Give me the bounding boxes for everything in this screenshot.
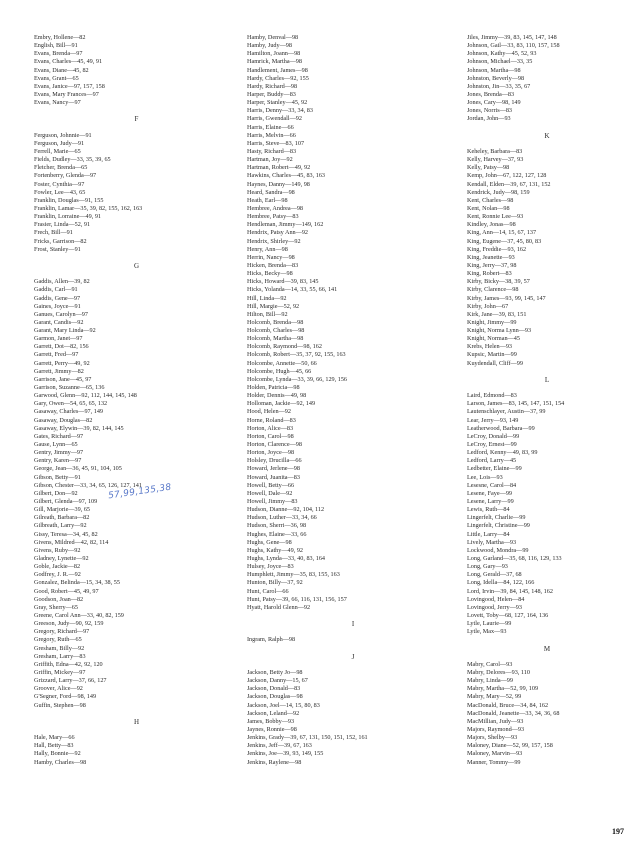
- index-entry: LeCroy, Donald—99: [467, 432, 520, 440]
- index-entry: Leatherwood, Barbara—99: [467, 424, 535, 432]
- index-entry: Kirby, John—67: [467, 302, 509, 310]
- index-entry: Hughs, Gene—98: [247, 538, 292, 546]
- index-entry: King, Robert—83: [467, 270, 512, 278]
- index-entry: MacDonald, Jeanette—33, 34, 36, 68: [467, 709, 560, 717]
- index-entry: Hendrix, Shirley—92: [247, 237, 301, 245]
- index-entry: Harper, Stanley—45, 92: [247, 99, 308, 107]
- index-entry: Hughes, Elaine—33, 66: [247, 530, 307, 538]
- index-entry: Hendleman, Jimmy—149, 162: [247, 221, 324, 229]
- index-entry: Gilbreath, Larry—92: [34, 522, 87, 530]
- index-entry: Gasaway, Charles—97, 149: [34, 408, 104, 416]
- index-entry: Long, Gary—93: [467, 563, 508, 571]
- index-entry: Larson, James—83, 145, 147, 151, 154: [467, 400, 565, 408]
- index-entry: Kent, Ronnie Lee—93: [467, 213, 524, 221]
- index-entry: Heath, Earl—98: [247, 196, 288, 204]
- index-entry: Gentry, Karen—97: [34, 457, 82, 465]
- index-entry: Harris, Denny—33, 34, 83: [247, 107, 313, 115]
- index-entry: Ferguson, Judy—91: [34, 139, 85, 147]
- index-entry: Kirby, Clarence—98: [467, 286, 519, 294]
- index-entry: Lord, Irvin—39, 84, 145, 148, 162: [467, 587, 553, 595]
- index-entry: Hall, Betty—83: [34, 742, 74, 750]
- index-entry: Hicken, Brenda—83: [247, 261, 299, 269]
- index-entry: Lytle, Laurie—99: [467, 620, 512, 628]
- index-entry: Ledford, Larry—45: [467, 457, 517, 465]
- index-entry: Mabry, Linda—99: [467, 677, 513, 685]
- index-entry: Johnson, Kathy—45, 52, 93: [467, 50, 537, 58]
- index-entry: Kindley, Jonas—98: [467, 221, 516, 229]
- index-entry: Hale, Mary—66: [34, 734, 75, 742]
- index-entry: Evans, Janice—97, 157, 158: [34, 82, 105, 90]
- index-entry: Jackson, Douglas—98: [247, 693, 303, 701]
- index-entry: Jackson, Donald—83: [247, 685, 301, 693]
- index-entry: Lockwood, Mondra—99: [467, 546, 529, 554]
- index-entry: MacMillian, Judy—93: [467, 717, 524, 725]
- index-entry: King, Freddie—93, 162: [467, 245, 527, 253]
- index-entry: Hudson, Sherri—36, 98: [247, 522, 307, 530]
- index-entry: Gonzalez, Belinda—15, 34, 38, 55: [34, 579, 120, 587]
- index-entry: Hardy, Charles—92, 155: [247, 74, 309, 82]
- index-entry: Embry, Hollene—82: [34, 34, 86, 41]
- index-entry: Hembree, Andrea—98: [247, 204, 304, 212]
- index-entry: Lewis, Ruth—84: [467, 506, 510, 514]
- index-entry: Jenkins, Jeff—39, 67, 163: [247, 742, 312, 750]
- index-entry: Holcombe, Lynda—33, 39, 66, 129, 156: [247, 375, 348, 383]
- index-entry: Garrison, Suzanne—65, 136: [34, 384, 105, 392]
- index-entry: Gaddis, Carl—91: [34, 286, 78, 294]
- index-entry: Hill, Margie—52, 92: [247, 302, 300, 310]
- index-entry: Laird, Edmond—83: [467, 392, 517, 400]
- index-entry: Jones, Norris—83: [467, 107, 513, 115]
- index-entry: Evans, Brenda—97: [34, 50, 83, 58]
- index-entry: King, Jerry—37, 98: [467, 261, 517, 269]
- index-column-1: [34, 34, 239, 767]
- index-entry: Jones, Cary—98, 149: [467, 99, 521, 107]
- index-entry: Hally, Bonnie—92: [34, 750, 81, 758]
- index-entry: Godfrey, J. R.—92: [34, 571, 81, 579]
- index-entry: Majors, Shelby—93: [467, 734, 518, 742]
- index-entry: Hughs, Lynda—33, 40, 83, 164: [247, 555, 326, 562]
- index-entry: Howell, Betty—66: [247, 481, 295, 489]
- index-entry: Mabry, Delores—93, 110: [467, 668, 530, 676]
- section-letter: M: [543, 644, 551, 653]
- index-entry: Gregory, Richard—97: [34, 628, 90, 636]
- index-entry: Evans, Charles—45, 49, 91: [34, 58, 103, 66]
- index-entry: Gill, Marjorie—39, 65: [34, 506, 91, 514]
- index-entry: Hartman, Robert—49, 92: [247, 164, 311, 172]
- index-entry: Hamilton, Joann—98: [247, 50, 301, 58]
- index-entry: Kelly, Harvey—37, 93: [467, 156, 524, 164]
- index-entry: Lingerfelt, Charlie—99: [467, 514, 526, 522]
- index-entry: Garrison, Jane—45, 97: [34, 375, 92, 383]
- index-entry: Kupsic, Martin—99: [467, 351, 517, 359]
- index-entry: Gresham, Billy—92: [34, 644, 85, 652]
- index-entry: Kirby, James—93, 99, 145, 147: [467, 294, 546, 302]
- index-entry: Griffith, Edna—42, 92, 120: [34, 660, 103, 668]
- index-entry: Mabry, Martha—52, 99, 109: [467, 685, 539, 693]
- index-entry: Horne, Roland—83: [247, 416, 296, 424]
- index-entry: Hendrix, Patsy Ann—92: [247, 229, 309, 237]
- index-entry: Krebs, Helen—93: [467, 343, 513, 351]
- index-entry: Hyatt, Harold Glenn—92: [247, 603, 311, 611]
- index-entry: Ledford, Kenny—49, 83, 99: [467, 449, 538, 457]
- index-entry: Garwood, Glenn—92, 112, 144, 145, 148: [34, 392, 137, 400]
- index-entry: Horton, Clarence—98: [247, 441, 302, 449]
- index-entry: Gray, Sherry—65: [34, 603, 78, 611]
- index-entry: Garrett, Fred—97: [34, 351, 79, 359]
- index-entry: Fricks, Garrison—82: [34, 237, 87, 245]
- index-entry: Garrett, Dot—82, 156: [34, 343, 89, 351]
- index-entry: Hamby, Denval—98: [247, 34, 299, 41]
- page-number: 197: [612, 827, 624, 836]
- index-entry: G'Segner, Ford—98, 149: [34, 693, 97, 701]
- index-entry: Ganues, Carolyn—97: [34, 310, 88, 318]
- index-entry: Horton, Alice—83: [247, 424, 294, 432]
- index-entry: Ferrell, Marie—65: [34, 147, 81, 155]
- index-entry: Gates, Richard—97: [34, 432, 84, 440]
- index-entry: Lively, Martha—93: [467, 538, 517, 546]
- index-entry: Mabry, Carol—93: [467, 660, 513, 668]
- index-entry: Keheley, Barbara—83: [467, 147, 523, 155]
- index-entry: Hilton, Bill—92: [247, 310, 288, 318]
- index-entry: Hamby, Charles—98: [34, 758, 87, 766]
- index-entry: Hartman, Joy—92: [247, 156, 293, 164]
- index-entry: Franklin, Douglas—91, 155: [34, 196, 104, 204]
- index-entry: Gaddis, Allen—39, 82: [34, 278, 90, 286]
- section-letter: I: [351, 620, 355, 629]
- index-entry: Hood, Helen—92: [247, 408, 291, 416]
- index-entry: Gresham, Larry—83: [34, 652, 86, 660]
- index-entry: Knight, Norma Lynn—93: [467, 327, 532, 335]
- index-entry: Lesesne, Carol—84: [467, 481, 517, 489]
- index-entry: Hunt, Carol—66: [247, 587, 289, 595]
- index-entry: Frost, Stanley—91: [34, 245, 81, 253]
- index-entry: Jordan, John—93: [467, 115, 511, 123]
- index-entry: Lovingood, Helen—84: [467, 595, 525, 603]
- index-entry: Lovett, Toby—68, 127, 164, 136: [467, 611, 549, 619]
- index-entry: Harris, Gwendall—92: [247, 115, 302, 123]
- index-entry: Johnson, Gail—33, 83, 110, 157, 158: [467, 42, 560, 50]
- index-entry: Haynes, Danny—149, 98: [247, 180, 310, 188]
- index-entry: Jones, Brenda—83: [467, 90, 515, 98]
- index-column-3: [467, 34, 627, 767]
- index-entry: Foster, Cynthia—97: [34, 180, 85, 188]
- index-entry: Gilreath, Barbara—82: [34, 514, 90, 522]
- index-entry: Gilbert, Glenda—97, 109: [34, 498, 98, 506]
- index-entry: Evans, Nancy—97: [34, 99, 81, 107]
- index-entry: Gissy, Teresa—34, 45, 82: [34, 530, 98, 538]
- index-entry: Holcombe, Hugh—45, 66: [247, 367, 312, 375]
- index-entry: Hamby, Judy—98: [247, 42, 292, 50]
- index-entry: Evans, Diane—45, 82: [34, 66, 89, 74]
- section-letter: L: [544, 375, 550, 384]
- index-entry: Gaddis, Gene—97: [34, 294, 81, 302]
- index-entry: Franklin, Lorraine—49, 91: [34, 213, 102, 221]
- index-entry: Hughs, Kathy—49, 92: [247, 546, 304, 554]
- index-entry: Guffin, Stephen—98: [34, 701, 86, 709]
- index-entry: Good, Robert—45, 49, 97: [34, 587, 99, 595]
- index-entry: Greeson, Judy—90, 92, 159: [34, 620, 104, 628]
- index-entry: Ferguson, Johnnie—91: [34, 131, 92, 139]
- index-entry: Lesene, Larry—99: [467, 498, 514, 506]
- section-letter: F: [134, 115, 139, 124]
- index-entry: Johnson, Martha—98: [467, 66, 521, 74]
- index-entry: Garmon, Janet—97: [34, 335, 83, 343]
- index-entry: Hasty, Richard—83: [247, 147, 297, 155]
- index-entry: LeCroy, Ernest—99: [467, 441, 517, 449]
- index-entry: Evans, Mary Frances—97: [34, 90, 99, 98]
- index-entry: Howell, Dale—92: [247, 489, 293, 497]
- index-entry: Hardy, Richard—98: [247, 82, 298, 90]
- index-entry: Gasaway, Elywin—39, 82, 144, 145: [34, 424, 124, 432]
- index-entry: Kirby, Bicky—38, 39, 57: [467, 278, 530, 286]
- index-entry: Harris, Steve—83, 107: [247, 139, 305, 147]
- index-entry: Kemp, John—67, 122, 127, 128: [467, 172, 547, 180]
- index-entry: Groover, Alice—92: [34, 685, 83, 693]
- index-entry: Holcomb, Martha—98: [247, 335, 304, 343]
- index-entry: Gibson, Chester—33, 34, 65, 126, 127, 141: [34, 481, 142, 489]
- index-entry: Ingram, Ralph—98: [247, 636, 296, 644]
- index-entry: Lovingood, Jerry—93: [467, 603, 522, 611]
- index-entry: Holcombe, Annette—50, 66: [247, 359, 317, 367]
- index-entry: Long, Gerald—37, 68: [467, 571, 522, 579]
- index-entry: Lingerfelt, Christine—99: [467, 522, 530, 530]
- index-entry: Fletcher, Brenda—65: [34, 164, 88, 172]
- index-entry: Heard, Sandra—98: [247, 188, 295, 196]
- index-entry: Holcomb, Raymond—98, 162: [247, 343, 322, 351]
- index-entry: Greene, Carol Ann—33, 40, 82, 159: [34, 611, 124, 619]
- index-entry: Jackson, Danny—15, 67: [247, 677, 308, 685]
- index-entry: Hawkins, Charles—45, 83, 163: [247, 172, 326, 180]
- index-entry: Lesene, Faye—99: [467, 489, 513, 497]
- index-entry: Jackson, Leland—92: [247, 709, 300, 717]
- index-entry: Garrett, Perry—49, 92: [34, 359, 90, 367]
- index-entry: Gilbert, Don—92: [34, 489, 78, 497]
- index-entry: Kuydendall, Cliff—99: [467, 359, 523, 367]
- index-entry: Little, Larry—84: [467, 530, 510, 538]
- index-entry: Harris, Elaine—66: [247, 123, 294, 131]
- index-entry: Holder, Dennis—49, 98: [247, 392, 307, 400]
- index-entry: Kirk, Jane—39, 83, 151: [467, 310, 527, 318]
- index-entry: Gasaway, Douglas—82: [34, 416, 93, 424]
- index-entry: Gladney, Lynette—92: [34, 555, 89, 562]
- index-entry: Garant, Candis—92: [34, 318, 84, 326]
- index-entry: Jiles, Jimmy—39, 83, 145, 147, 148: [467, 34, 557, 41]
- index-entry: Fowler, Lee—43, 65: [34, 188, 86, 196]
- index-entry: Holsley, Drucilla—66: [247, 457, 302, 465]
- index-entry: Knight, Jimmy—99: [467, 318, 517, 326]
- index-entry: Howard, Jerlene—98: [247, 465, 300, 473]
- index-entry: Johnson, Michael—33, 35: [467, 58, 533, 66]
- index-entry: Johnston, Jin—33, 35, 67: [467, 82, 531, 90]
- index-entry: Ledbetter, Elaine—99: [467, 465, 522, 473]
- index-entry: Knight, Norman—45: [467, 335, 520, 343]
- index-entry: Jenkins, Joe—39, 93, 149, 155: [247, 750, 324, 758]
- index-entry: English, Bill—91: [34, 42, 78, 50]
- index-entry: Griffin, Mickey—97: [34, 668, 86, 676]
- index-entry: Evans, Grant—65: [34, 74, 79, 82]
- index-entry: Herrin, Nancy—98: [247, 253, 295, 261]
- index-entry: Frech, Bill—91: [34, 229, 73, 237]
- index-entry: MacDonald, Bruce—34, 84, 162: [467, 701, 549, 709]
- index-entry: Kent, Charles—98: [467, 196, 514, 204]
- index-entry: Handlement, James—98: [247, 66, 308, 74]
- index-entry: Lee, Lois—93: [467, 473, 503, 481]
- index-entry: Harris, Melvin—66: [247, 131, 296, 139]
- index-entry: Howard, Juanita—83: [247, 473, 300, 481]
- index-entry: Maloney, Marvin—93: [467, 750, 523, 758]
- index-entry: Fortenberry, Glenda—97: [34, 172, 97, 180]
- index-entry: Gregory, Ruth—65: [34, 636, 82, 644]
- index-entry: Gary, Owen—54, 65, 65, 132: [34, 400, 108, 408]
- index-entry: Holcomb, Robert—35, 37, 92, 155, 163: [247, 351, 346, 359]
- index-entry: Garant, Mary Linda—92: [34, 327, 96, 335]
- index-entry: King, Eugene—37, 45, 80, 83: [467, 237, 542, 245]
- index-entry: Franklin, Lamar—35, 39, 82, 155, 162, 163: [34, 204, 143, 212]
- index-entry: Holcomb, Brenda—98: [247, 318, 304, 326]
- index-entry: Goodson, Joan—82: [34, 595, 84, 603]
- index-entry: Jackson, Betty Jo—98: [247, 668, 303, 676]
- index-entry: Gentry, Jimmy—97: [34, 449, 84, 457]
- section-letter: K: [544, 131, 550, 140]
- index-entry: Howell, Jimmy—83: [247, 498, 298, 506]
- index-entry: Fields, Dudley—33, 35, 39, 65: [34, 156, 111, 164]
- index-entry: James, Bobby—93: [247, 717, 295, 725]
- index-entry: Lytle, Max—93: [467, 628, 507, 636]
- section-letter: G: [133, 261, 140, 270]
- index-entry: Lautenschlayer, Austin—37, 99: [467, 408, 546, 416]
- index-entry: Kendall, Elden—39, 67, 131, 152: [467, 180, 551, 188]
- index-entry: Long, Garland—35, 68, 116, 129, 133: [467, 555, 562, 562]
- index-entry: Holden, Patricia—98: [247, 384, 300, 392]
- index-entry: Lear, Jerry—93, 149: [467, 416, 519, 424]
- index-entry: Jaynes, Ronnie—98: [247, 725, 297, 733]
- index-entry: Givens, Ruby—92: [34, 546, 81, 554]
- index-entry: Majors, Raymond—93: [467, 725, 525, 733]
- index-entry: Givens, Mildred—42, 82, 114: [34, 538, 109, 546]
- index-entry: Jenkins, Grady—39, 67, 131, 150, 151, 152, 161: [247, 734, 368, 742]
- index-entry: Humphlett, Jimmy—35, 83, 155, 163: [247, 571, 340, 579]
- index-entry: George, Jean—36, 45, 91, 104, 105: [34, 465, 122, 473]
- index-entry: Holloman, Jackie—92, 149: [247, 400, 316, 408]
- index-entry: Horton, Carol—98: [247, 432, 294, 440]
- index-entry: Hamrick, Martha—98: [247, 58, 302, 66]
- index-entry: Kendrick, Judy—98, 159: [467, 188, 530, 196]
- index-entry: Hunton, Billy—37, 92: [247, 579, 303, 587]
- index-entry: Jenkins, Raylene—98: [247, 758, 302, 766]
- index-entry: King, Jeanette—93: [467, 253, 515, 261]
- section-letter: H: [133, 717, 140, 726]
- index-entry: Mabry, Mary—52, 99: [467, 693, 522, 701]
- index-entry: Manner, Tommy—99: [467, 758, 521, 766]
- index-entry: Holcomb, Charles—98: [247, 327, 305, 335]
- index-entry: Henry, Ann—98: [247, 245, 288, 253]
- index-entry: Hill, Linda—92: [247, 294, 287, 302]
- index-entry: Hulsey, Joyce—83: [247, 563, 294, 571]
- index-entry: Hicks, Becky—98: [247, 270, 293, 278]
- index-entry: King, Ann—14, 15, 67, 137: [467, 229, 537, 237]
- index-entry: Hicks, Yolanda—14, 33, 55, 66, 141: [247, 286, 338, 294]
- index-entry: Jackson, Joel—14, 15, 80, 83: [247, 701, 320, 709]
- index-entry: Harper, Buddy—83: [247, 90, 296, 98]
- index-entry: Grizzard, Larry—37, 66, 127: [34, 677, 107, 685]
- index-entry: Hudson, Dianne—92, 104, 112: [247, 506, 325, 514]
- index-entry: Frasier, Linda—52, 91: [34, 221, 91, 229]
- index-entry: Hicks, Howard—39, 83, 145: [247, 278, 319, 286]
- index-entry: Hudson, Luther—33, 34, 66: [247, 514, 317, 522]
- section-letter: J: [351, 652, 355, 661]
- index-column-2: [247, 34, 459, 767]
- index-entry: Gibson, Betty—91: [34, 473, 81, 481]
- index-entry: Maloney, Diane—52, 99, 157, 158: [467, 742, 553, 750]
- index-entry: Hembree, Patsy—83: [247, 213, 299, 221]
- index-entry: Garrett, Jimmy—82: [34, 367, 84, 375]
- index-entry: Long, Idella—84, 122, 166: [467, 579, 535, 587]
- index-entry: Horton, Joyce—98: [247, 449, 295, 457]
- index-entry: Johnston, Beverly—98: [467, 74, 525, 82]
- index-entry: Kelly, Patsy—98: [467, 164, 510, 172]
- handwritten-annotation: 57,99,135,38: [107, 482, 173, 502]
- index-entry: Gaines, Joyce—91: [34, 302, 81, 310]
- index-entry: Kent, Nolan—98: [467, 204, 510, 212]
- index-entry: Gause, Lynn—65: [34, 441, 78, 449]
- index-entry: Hunt, Patsy—39, 66, 116, 131, 156, 157: [247, 595, 347, 603]
- index-entry: Goble, Jackie—82: [34, 563, 81, 571]
